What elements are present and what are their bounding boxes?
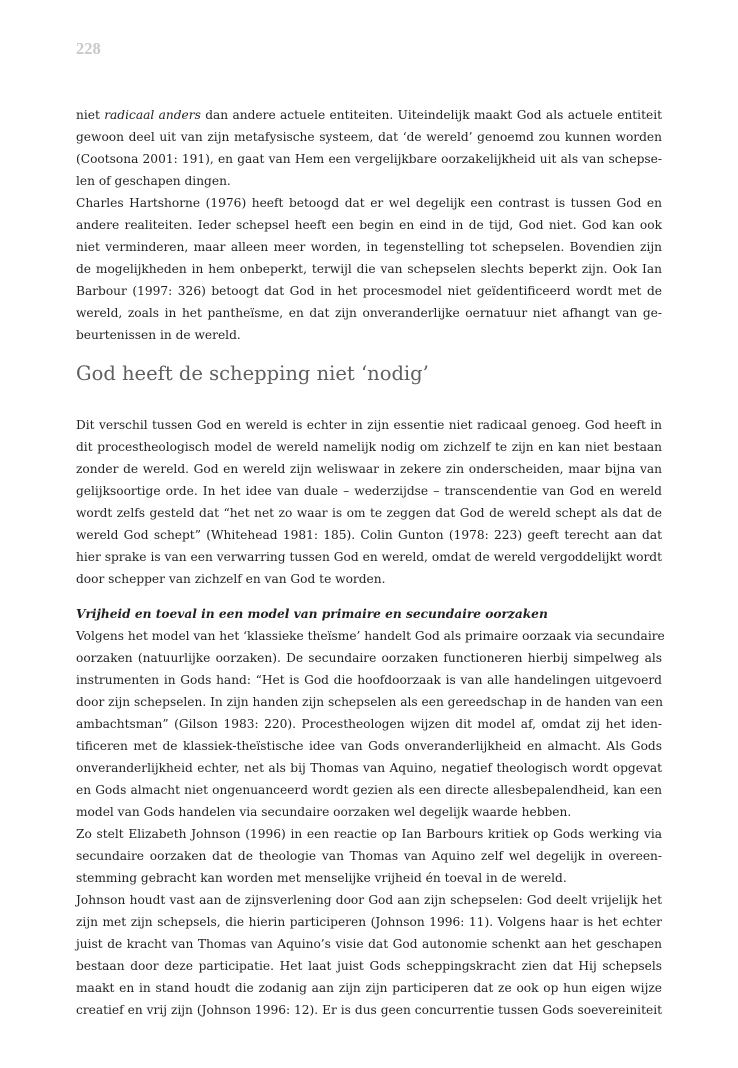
text-line: gelijksoortige orde. In het idee van duale – wederzijdse – transcendentie van God en wereld	[76, 484, 662, 498]
text-line: gewoon deel uit van zijn metafysische systeem, dat ‘de wereld’ genoemd zou kunnen worden	[76, 130, 662, 144]
text-line: tificeren met de klassiek-theïstische idee van Gods onveranderlijkheid en almacht. Als Gods	[76, 739, 662, 753]
text-line: maakt en in stand houdt die zodanig aan zijn zijn participeren dat ze ook op hun eigen wijze	[76, 981, 662, 995]
text-line: secundaire oorzaken dat de theologie van Thomas van Aquino zelf wel degelijk in overeen-	[76, 849, 662, 863]
text-line: zijn met zijn schepsels, die hierin participeren (Johnson 1996: 11). Volgens haar is het echter	[76, 915, 662, 929]
text-line: door schepper van zichzelf en van God te worden.	[76, 572, 386, 586]
text-line: onveranderlijkheid echter, net als bij Thomas van Aquino, negatief theologisch wordt opgevat	[76, 761, 662, 775]
text-line: model van Gods handelen via secundaire oorzaken wel degelijk waarde hebben.	[76, 805, 572, 819]
text-line: dit procestheologisch model de wereld namelijk nodig om zichzelf te zijn en kan niet bestaan	[76, 440, 662, 454]
text-line: Dit verschil tussen God en wereld is echter in zijn essentie niet radicaal genoeg. God heeft in	[76, 418, 662, 432]
text-line: bestaan door deze participatie. Het laat juist Gods scheppingskracht zien dat Hij schepsels	[76, 959, 662, 973]
section-heading: God heeft de schepping niet ‘nodig’	[76, 362, 429, 385]
text-line: len of geschapen dingen.	[76, 174, 231, 188]
text-line: stemming gebracht kan worden met menselijke vrijheid én toeval in de wereld.	[76, 871, 567, 885]
text-line: andere realiteiten. Ieder schepsel heeft een begin en eind in de tijd, God niet. God kan ook	[76, 218, 662, 232]
text-line: Barbour (1997: 326) betoogt dat God in het procesmodel niet geïdentificeerd wordt met de	[76, 284, 662, 298]
text-line: juist de kracht van Thomas van Aquino’s visie dat God autonomie schenkt aan het geschapen	[76, 937, 662, 951]
text-line: wereld God schept” (Whitehead 1981: 185). Colin Gunton (1978: 223) geeft terecht aan dat	[76, 528, 662, 542]
text-line: beurtenissen in de wereld.	[76, 328, 241, 342]
page-number: 228	[76, 39, 101, 58]
text-line: creatief en vrij zijn (Johnson 1996: 12). Er is dus geen concurrentie tussen Gods soevereiniteit	[76, 1003, 662, 1017]
text-line: instrumenten in Gods hand: “Het is God die hoofdoorzaak is van alle handelingen uitgevoerd	[76, 673, 662, 687]
emphasis-text: radicaal anders	[104, 108, 201, 122]
text-line: niet verminderen, maar alleen meer worden, in tegenstelling tot schepselen. Bovendien zijn	[76, 240, 662, 254]
text-line: Charles Hartshorne (1976) heeft betoogd dat er wel degelijk een contrast is tussen God en	[76, 196, 662, 210]
text-line: ambachtsman” (Gilson 1983: 220). Procestheologen wijzen dit model af, omdat zij het iden-	[76, 717, 662, 731]
text-line: wordt zelfs gesteld dat “het net zo waar is om te zeggen dat God de wereld schept als dat de	[76, 506, 662, 520]
text-line: en Gods almacht niet ongenuanceerd wordt gezien als een directe allesbepalendheid, kan een	[76, 783, 662, 797]
text-line: oorzaken (natuurlijke oorzaken). De secundaire oorzaken functioneren hierbij simpelweg als	[76, 651, 662, 665]
text-line: door zijn schepselen. In zijn handen zijn schepselen als een gereedschap in de handen van een	[76, 695, 663, 709]
text-line: niet radicaal anders dan andere actuele entiteiten. Uiteindelijk maakt God als actuele entiteit	[76, 108, 662, 122]
text-line: zonder de wereld. God en wereld zijn weliswaar in zekere zin onderscheiden, maar bijna van	[76, 462, 662, 476]
text-line: Volgens het model van het ‘klassieke theïsme’ handelt God als primaire oorzaak via secundaire	[76, 629, 665, 643]
text-line: hier sprake is van een verwarring tussen God en wereld, omdat de wereld vergoddelijkt wordt	[76, 550, 662, 564]
text-line: Johnson houdt vast aan de zijnsverlening door God aan zijn schepselen: God deelt vrijelijk het	[76, 893, 662, 907]
text-line: wereld, zoals in het pantheïsme, en dat zijn onveranderlijke oernatuur niet afhangt van ge-	[76, 306, 662, 320]
text-line: Zo stelt Elizabeth Johnson (1996) in een reactie op Ian Barbours kritiek op Gods werking via	[76, 827, 662, 841]
subsection-heading: Vrijheid en toeval in een model van primaire en secundaire oorzaken	[76, 607, 548, 621]
text-line: de mogelijkheden in hem onbeperkt, terwijl die van schepselen slechts beperkt zijn. Ook Ian	[76, 262, 662, 276]
text-line: (Cootsona 2001: 191), en gaat van Hem een vergelijkbare oorzakelijkheid uit als van schepse-	[76, 152, 662, 166]
